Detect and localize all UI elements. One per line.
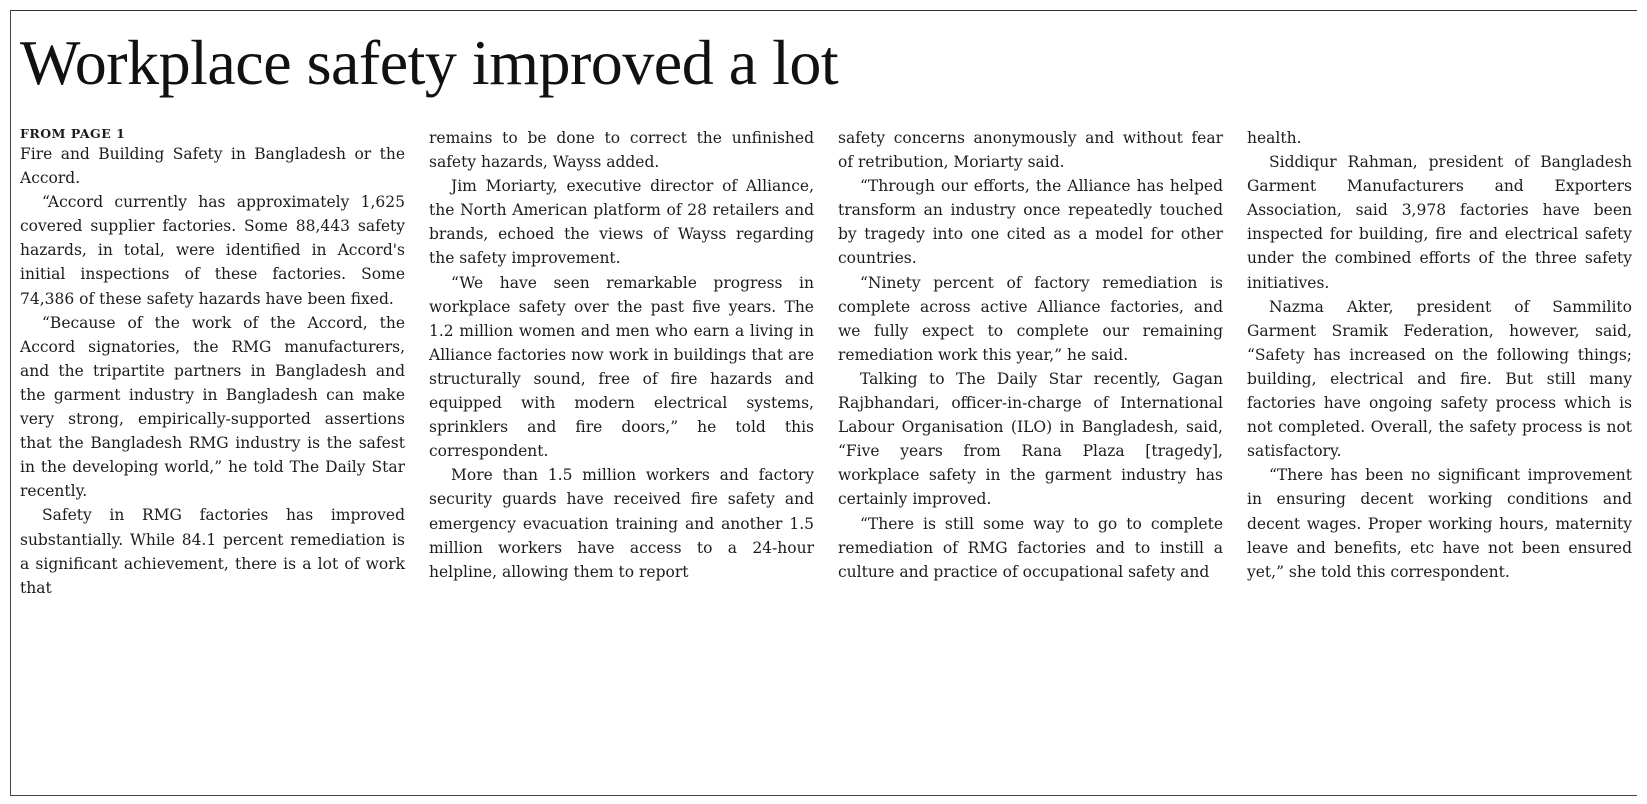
- paragraph: safety concerns anonymously and without fear of retribution, Moriarty said.: [838, 129, 1223, 172]
- paragraph: Nazma Akter, president of Sammilito Garment Sramik Federation, however, said, “Safety has increased on the following things; building, electrical and fire. But still many factories have ongoing safety process which is not completed. Overall, the safety process is not satisfactory.: [1247, 297, 1632, 461]
- paragraph: remains to be done to correct the unfinished safety hazards, Wayss added.: [429, 129, 814, 172]
- article-column-4: [1247, 126, 1632, 600]
- paragraph: “Accord currently has approximately 1,625 covered supplier factories. Some 88,443 safety hazards, in total, were identified in Accord's initial inspections of these factories. Some 74,386 of these safety hazards have been fixed.: [20, 193, 405, 308]
- paragraph: More than 1.5 million workers and factory security guards have received fire safety and emergency evacuation training and another 1.5 million workers have access to a 24-hour helpline, allowing them to report: [429, 466, 814, 581]
- article-column-2: [429, 126, 814, 600]
- paragraph: “Through our efforts, the Alliance has helped transform an industry once repeatedly touched by tragedy into one cited as a model for other countries.: [838, 177, 1223, 268]
- paragraph: Talking to The Daily Star recently, Gagan Rajbhandari, officer-in-charge of International Labour Organisation (ILO) in Bangladesh, said, “Five years from Rana Plaza [tragedy], workplace safety in the garment industry has certainly improved.: [838, 369, 1223, 509]
- paragraph: Jim Moriarty, executive director of Alliance, the North American platform of 28 retailers and brands, echoed the views of Wayss regarding the safety improvement.: [429, 177, 814, 268]
- paragraph: health.: [1247, 129, 1302, 147]
- article-body: [20, 126, 1630, 600]
- kicker-from-page: FROM PAGE 1: [20, 126, 126, 141]
- top-rule: [10, 10, 1637, 11]
- paragraph: Fire and Building Safety in Bangladesh or the Accord.: [20, 145, 405, 188]
- paragraph: “There is still some way to go to complete remediation of RMG factories and to instill a culture and practice of occupational safety and: [838, 514, 1223, 581]
- paragraph: “Because of the work of the Accord, the Accord signatories, the RMG manufacturers, and the tripartite partners in Bangladesh and the garment industry in Bangladesh can make very strong, empirically-supported assertions that the Bangladesh RMG industry is the safest in the developing world,” he told The Daily Star recently.: [20, 313, 405, 501]
- left-rule: [10, 10, 11, 796]
- article-column-1: [20, 126, 405, 600]
- paragraph: “Ninety percent of factory remediation is complete across active Alliance factories, and we fully expect to complete our remaining remediation work this year,” he said.: [838, 273, 1223, 364]
- headline: Workplace safety improved a lot: [20, 27, 839, 98]
- paragraph: “We have seen remarkable progress in workplace safety over the past five years. The 1.2 million women and men who earn a living in Alliance factories now work in buildings that are structurally sound, free of fire hazards and equipped with modern electrical systems, sprinklers and fire doors,” he told this correspondent.: [429, 273, 814, 461]
- paragraph: “There has been no significant improvement in ensuring decent working conditions and decent wages. Proper working hours, maternity leave and benefits, etc have not been ensured yet,” she told this correspondent.: [1247, 466, 1632, 581]
- paragraph: Siddiqur Rahman, president of Bangladesh Garment Manufacturers and Exporters Association, said 3,978 factories have been inspected for building, fire and electrical safety under the combined efforts of the three safety initiatives.: [1247, 153, 1632, 292]
- paragraph: Safety in RMG factories has improved substantially. While 84.1 percent remediation is a significant achievement, there is a lot of work that: [20, 506, 405, 597]
- bottom-rule: [10, 795, 1637, 796]
- article-column-3: [838, 126, 1223, 600]
